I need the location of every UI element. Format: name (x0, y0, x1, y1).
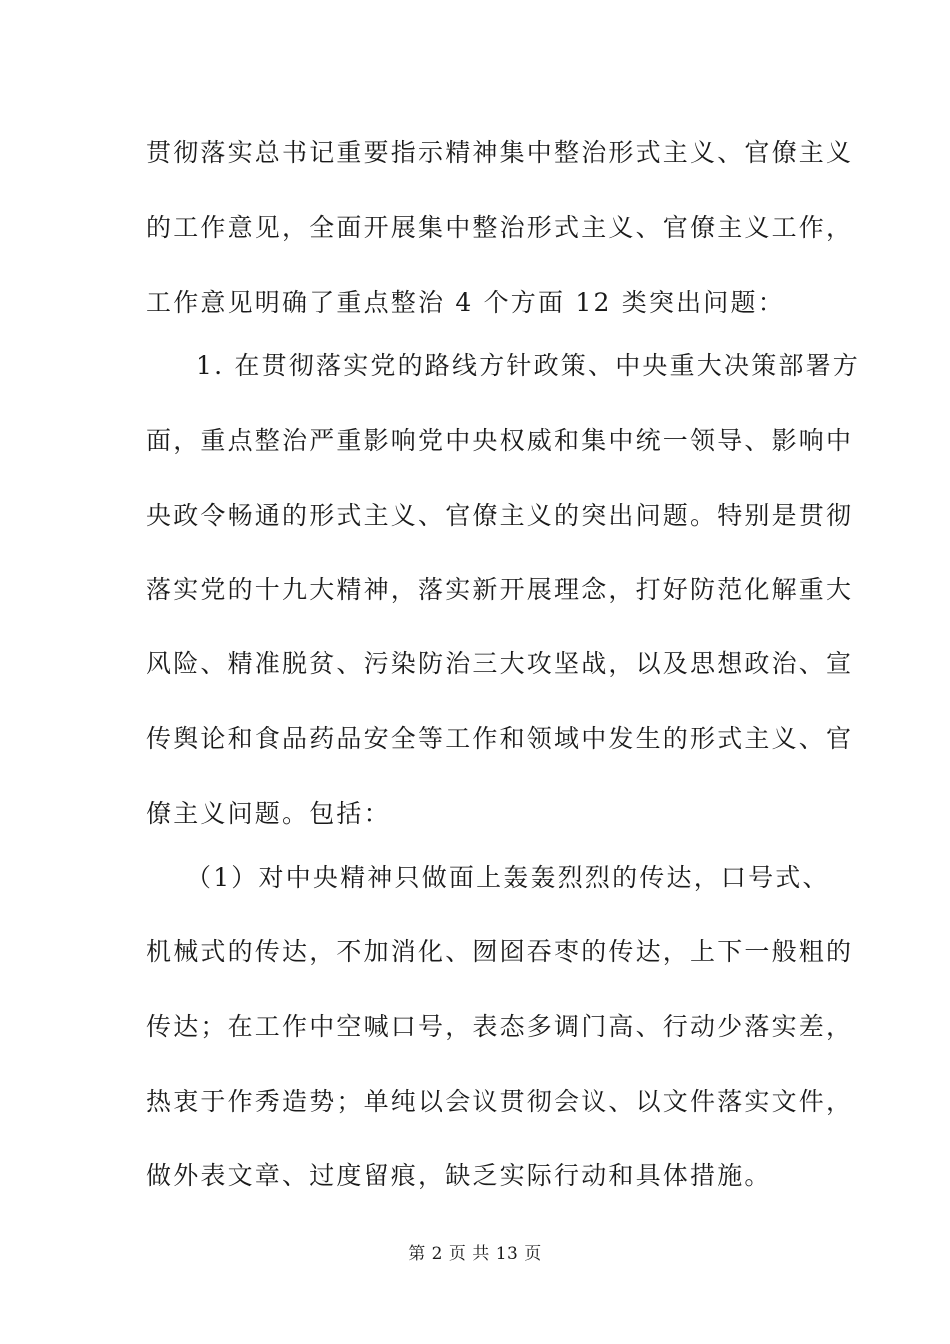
body-line-13: 传达；在工作中空喊口号，表态多调门高、行动少落实差， (146, 1012, 854, 1041)
body-line-3: 工作意见明确了重点整治 4 个方面 12 类突出问题： (146, 288, 785, 317)
body-line-7: 落实党的十九大精神，落实新开展理念，打好防范化解重大 (146, 575, 854, 604)
body-line-14: 热衷于作秀造势；单纯以会议贯彻会议、以文件落实文件， (146, 1087, 854, 1116)
body-line-4: 1. 在贯彻落实党的路线方针政策、中央重大决策部署方 (196, 351, 861, 380)
body-line-10: 僚主义问题。包括： (146, 799, 391, 828)
body-line-12: 机械式的传达，不加消化、囫囵吞枣的传达，上下一般粗的 (146, 937, 854, 966)
body-line-15: 做外表文章、过度留痕，缺乏实际行动和具体措施。 (146, 1161, 772, 1190)
body-line-2: 的工作意见，全面开展集中整治形式主义、官僚主义工作， (146, 213, 854, 242)
body-line-11: （1）对中央精神只做面上轰轰烈烈的传达，口号式、 (186, 863, 830, 892)
body-line-6: 央政令畅通的形式主义、官僚主义的突出问题。特别是贯彻 (146, 501, 854, 530)
page-footer: 第 2 页 共 13 页 (408, 1244, 542, 1264)
body-line-1: 贯彻落实总书记重要指示精神集中整治形式主义、官僚主义 (146, 138, 854, 167)
body-line-9: 传舆论和食品药品安全等工作和领域中发生的形式主义、官 (146, 724, 854, 753)
body-line-8: 风险、精准脱贫、污染防治三大攻坚战，以及思想政治、宣 (146, 649, 854, 678)
body-line-5: 面，重点整治严重影响党中央权威和集中统一领导、影响中 (146, 426, 854, 455)
